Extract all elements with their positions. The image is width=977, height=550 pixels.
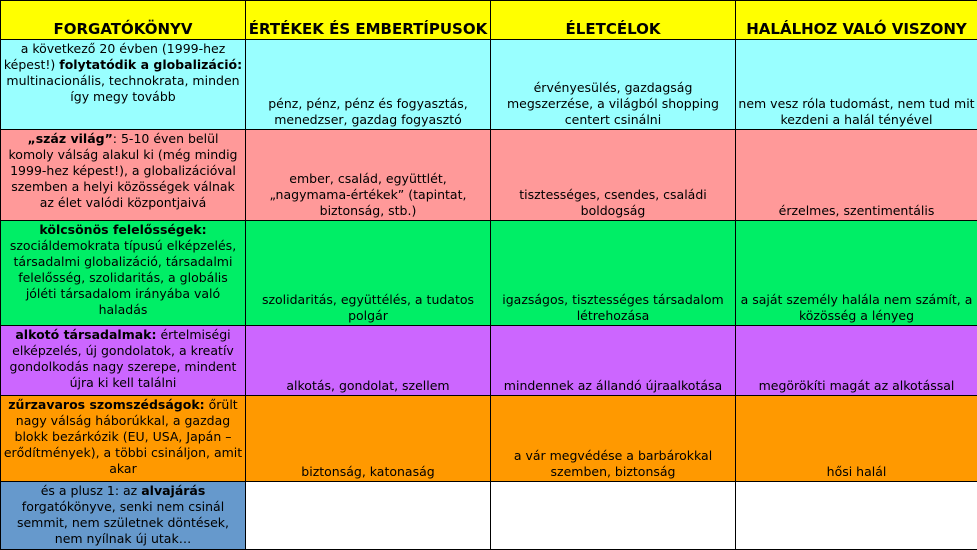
header-scenario: FORGATÓKÖNYV [1,1,246,40]
values-cell: pénz, pénz, pénz és fogyasztás, menedzser, gazdag fogyasztó [246,40,491,130]
values-cell: szolidaritás, együttélés, a tudatos polgár [246,221,491,326]
goals-cell: tisztességes, csendes, családi boldogság [491,130,736,221]
scenario-cell [1,221,246,326]
goals-cell: mindennek az állandó újraalkotása [491,326,736,396]
scenario-text: : 5-10 éven belül komoly válság alakul ki (még mindig 1999-hez képest!), a globalizációval szemben a helyi közösségek válnak az élet valódi központjaivá [8,131,238,210]
death-cell: nem vesz róla tudomást, nem tud mit kezdeni a halál tényével [736,40,977,130]
table-row [1,482,977,550]
values-cell: alkotás, gondolat, szellem [246,326,491,396]
header-death: HALÁLHOZ VALÓ VISZONY [736,1,977,40]
table-row [1,221,977,326]
scenario-text: és a plusz 1: az [40,483,142,498]
scenario-title: kölcsönös felelősségek: [39,222,207,237]
goals-cell: a vár megvédése a barbárokkal szemben, biztonság [491,396,736,482]
table-row [1,396,977,482]
values-cell: ember, család, együttlét, „nagymama-értékek” (tapintat, biztonság, stb.) [246,130,491,221]
header-values: ÉRTÉKEK ÉS EMBERTÍPUSOK [246,1,491,40]
scenario-text: a következő 20 évben (1999-hez képest!) [3,41,226,72]
table-row [1,130,977,221]
scenario-cell [1,482,246,550]
death-cell: megörökíti magát az alkotással [736,326,977,396]
death-cell [736,482,977,550]
goals-cell: érvényesülés, gazdagság megszerzése, a világból shopping centert csinálni [491,40,736,130]
scenario-text: szociáldemokrata típusú elképzelés, társadalmi globalizáció, társadalmi felelősség, szolidaritás, a globális jóléti társadalom irányába való haladás [9,238,237,317]
header-goals: ÉLETCÉLOK [491,1,736,40]
death-cell: érzelmes, szentimentális [736,130,977,221]
death-cell: hősi halál [736,396,977,482]
scenario-text: multinacionális, technokrata, minden így megy tovább [6,73,240,104]
header-row [1,1,977,40]
scenario-cell [1,130,246,221]
scenario-text: forgatókönyve, senki nem csinál semmit, nem születnek döntések, nem nyílnak új utak… [16,499,230,546]
scenario-text: őrült nagy válság háborúkkal, a gazdag blokk bezárkózik (EU, USA, Japán – erődítmények), a többi csináljon, amit akar [3,397,243,476]
scenario-text: értelmiségi elképzelés, új gondolatok, a kreatív gondolkodás nagy szerepe, mindent újra ki kell találni [9,327,237,390]
table-row [1,40,977,130]
death-cell: a saját személy halála nem számít, a közösség a lényeg [736,221,977,326]
goals-cell [491,482,736,550]
values-cell [246,482,491,550]
scenario-title: zűrzavaros szomszédságok: [8,397,205,412]
scenario-title: alvajárás [141,483,206,498]
scenario-cell [1,326,246,396]
scenario-cell [1,396,246,482]
scenario-title: alkotó társadalmak: [15,327,157,342]
table-row [1,326,977,396]
scenario-title: „száz világ” [27,131,113,146]
scenario-cell [1,40,246,130]
values-cell: biztonság, katonaság [246,396,491,482]
goals-cell: igazságos, tisztességes társadalom létrehozása [491,221,736,326]
scenario-title: folytatódik a globalizáció: [59,57,243,72]
